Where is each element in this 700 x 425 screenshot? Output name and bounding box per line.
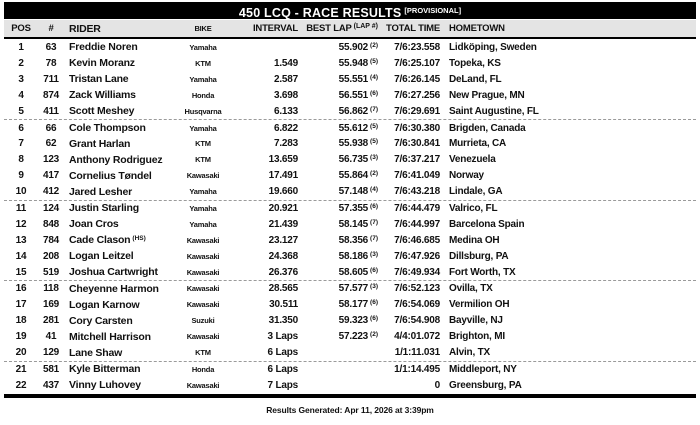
bike-cell: Kawasaki	[186, 332, 220, 342]
total-time-cell: 7/6:30.841	[394, 138, 440, 150]
rider-name-cell: Joan Cros	[69, 218, 119, 231]
total-time-cell: 1/1:14.495	[394, 363, 440, 375]
column-header-lap-number: (LAP #)	[353, 23, 378, 30]
lap-number: (6)	[370, 315, 378, 323]
rider-number-cell: 281	[42, 315, 60, 327]
table-row	[4, 216, 696, 232]
interval-cell: 13.659	[268, 154, 298, 166]
total-time-cell: 7/6:41.049	[394, 170, 440, 182]
lap-number: (7)	[370, 105, 378, 113]
best-lap-cell: 57.223 $^{(2)}$	[338, 331, 378, 343]
lap-number: (6)	[370, 299, 378, 307]
rider-name-cell: Logan Leitzel	[69, 250, 134, 263]
best-lap-cell: 58.186 $^{(3)}$	[338, 250, 378, 262]
column-header-hometown: HOMETOWN	[449, 23, 505, 34]
rider-name-cell: Vinny Luhovey	[69, 379, 141, 392]
bike-cell: Yamaha	[189, 203, 217, 213]
position-cell: 11	[15, 202, 27, 214]
column-header-number: #	[48, 23, 54, 34]
rider-name-cell: Grant Harlan	[69, 137, 131, 150]
position-cell: 7	[18, 138, 24, 150]
total-time-cell: 7/6:54.908	[394, 315, 440, 327]
total-time-cell: 7/6:37.217	[394, 154, 440, 166]
table-row	[4, 280, 696, 296]
bike-cell: Kawasaki	[186, 267, 220, 277]
rider-number-cell: 874	[42, 89, 60, 101]
position-cell: 6	[18, 122, 24, 134]
position-cell: 19	[15, 331, 27, 343]
position-cell: 22	[15, 379, 27, 391]
page-title: 450 LCQ - RACE RESULTS	[238, 6, 402, 20]
column-header-total-time: TOTAL TIME	[386, 23, 440, 34]
rider-name-cell: Cade Clason $^{(HS)}$	[69, 234, 146, 247]
position-cell: 17	[15, 299, 27, 311]
rider-name-cell: Kevin Moranz	[69, 57, 135, 70]
table-row	[4, 297, 696, 313]
rider-name-cell: Cheyenne Harmon	[69, 282, 159, 295]
rider-name-cell: Cornelius Tøndel	[69, 169, 152, 182]
total-time-cell: 7/6:47.926	[394, 250, 440, 262]
position-cell: 20	[15, 347, 27, 359]
bike-cell: Honda	[191, 364, 215, 374]
bike-cell: Husqvarna	[184, 106, 222, 116]
lap-number: (3)	[370, 154, 378, 162]
table-bottom-rule	[4, 394, 696, 398]
hometown-cell: Lindale, GA	[449, 186, 503, 198]
best-lap-cell: 56.735 $^{(3)}$	[338, 154, 378, 166]
lap-number: (2)	[370, 170, 378, 178]
best-lap-cell: 57.577 $^{(3)}$	[338, 283, 378, 295]
rider-number-cell: 412	[42, 186, 60, 198]
interval-cell: 31.350	[268, 315, 298, 327]
position-cell: 16	[15, 283, 27, 295]
total-time-cell: 7/6:43.218	[394, 186, 440, 198]
rider-annotation: (HS)	[132, 235, 146, 243]
best-lap-cell: 58.177 $^{(6)}$	[338, 299, 378, 311]
rider-name-cell: Lane Shaw	[69, 346, 123, 359]
lap-number: (2)	[370, 331, 378, 339]
best-lap-cell: 55.938 $^{(5)}$	[338, 138, 378, 150]
lap-number: (5)	[370, 57, 378, 65]
rider-name-cell: Mitchell Harrison	[69, 330, 151, 343]
bike-cell: Yamaha	[189, 219, 217, 229]
rider-name-cell: Tristan Lane	[69, 73, 129, 86]
table-row	[4, 184, 696, 200]
rider-name-cell: Kyle Bitterman	[69, 363, 141, 376]
bike-cell: KTM	[195, 139, 211, 149]
hometown-cell: Brighton, MI	[449, 331, 505, 343]
interval-cell: 23.127	[268, 234, 298, 246]
rider-number-cell: 78	[45, 57, 57, 69]
bike-cell: KTM	[195, 58, 211, 68]
table-row	[4, 136, 696, 152]
hometown-cell: Vermilion OH	[449, 299, 510, 311]
best-lap-cell: 57.148 $^{(4)}$	[338, 186, 378, 198]
best-lap-cell: 55.551 $^{(4)}$	[338, 73, 378, 85]
best-lap-cell: 56.862 $^{(7)}$	[338, 105, 378, 117]
hometown-cell: Middleport, NY	[449, 363, 517, 375]
rider-number-cell: 411	[43, 105, 59, 117]
table-row	[4, 248, 696, 264]
position-cell: 13	[15, 234, 27, 246]
rider-name-cell: Anthony Rodriguez	[69, 153, 163, 166]
total-time-cell: 4/4:01.072	[394, 331, 440, 343]
position-cell: 5	[18, 105, 24, 117]
total-time-cell: 7/6:44.479	[394, 202, 440, 214]
rider-number-cell: 848	[42, 218, 60, 230]
position-cell: 18	[15, 315, 27, 327]
rider-name-cell: Joshua Cartwright	[69, 266, 158, 279]
position-cell: 2	[18, 57, 24, 69]
interval-cell: 19.660	[268, 186, 298, 198]
total-time-cell: 7/6:25.107	[394, 57, 440, 69]
interval-cell: 20.921	[268, 202, 298, 214]
total-time-cell: 1/1:11.031	[394, 347, 440, 359]
rider-name-cell: Jared Lesher	[69, 185, 132, 198]
best-lap-cell: 56.551 $^{(6)}$	[338, 89, 378, 101]
rider-number-cell: 581	[42, 363, 60, 375]
column-header-row	[4, 20, 696, 39]
hometown-cell: Greensburg, PA	[449, 379, 522, 391]
rider-number-cell: 417	[42, 170, 60, 182]
table-row	[4, 71, 696, 87]
interval-cell: 26.376	[268, 266, 298, 278]
table-row	[4, 39, 696, 55]
hometown-cell: Barcelona Spain	[449, 218, 525, 230]
hometown-cell: New Prague, MN	[449, 89, 525, 101]
lap-number: (5)	[370, 138, 378, 146]
table-row	[4, 87, 696, 103]
interval-cell: 6.822	[273, 122, 298, 134]
position-cell: 21	[15, 363, 27, 375]
table-row	[4, 232, 696, 248]
bike-cell: Yamaha	[189, 187, 217, 197]
rider-number-cell: 66	[45, 122, 57, 134]
lap-number: (4)	[370, 186, 378, 194]
bike-cell: Yamaha	[189, 123, 217, 133]
hometown-cell: Venezuela	[449, 154, 496, 166]
hometown-cell: Saint Augustine, FL	[449, 105, 539, 117]
lap-number: (7)	[370, 234, 378, 242]
hometown-cell: Alvin, TX	[449, 347, 490, 359]
interval-cell: 6 Laps	[267, 363, 298, 375]
total-time-cell: 7/6:49.934	[394, 266, 440, 278]
table-row	[4, 152, 696, 168]
table-row	[4, 119, 696, 135]
position-cell: 8	[18, 154, 24, 166]
column-header-pos: POS	[11, 23, 31, 34]
lap-number: (5)	[370, 122, 378, 130]
interval-cell: 6.133	[273, 105, 298, 117]
interval-cell: 2.587	[273, 73, 298, 85]
bike-cell: Suzuki	[191, 316, 215, 326]
total-time-cell: 7/6:52.123	[394, 283, 440, 295]
best-lap-cell: 58.145 $^{(7)}$	[338, 218, 378, 230]
interval-cell: 24.368	[268, 250, 298, 262]
lap-number: (6)	[370, 266, 378, 274]
best-lap-cell: 58.605 $^{(6)}$	[338, 266, 378, 278]
column-header-rider: RIDER	[69, 22, 101, 35]
rider-number-cell: 784	[42, 234, 60, 246]
best-lap-cell: 55.902 $^{(2)}$	[338, 41, 378, 53]
best-lap-cell: 59.323 $^{(6)}$	[338, 315, 378, 327]
hometown-cell: Ovilla, TX	[449, 283, 493, 295]
hometown-cell: Medina OH	[449, 234, 500, 246]
table-row	[4, 168, 696, 184]
total-time-cell: 7/6:26.145	[394, 73, 440, 85]
rider-number-cell: 41	[45, 331, 57, 343]
hometown-cell: Murrieta, CA	[449, 138, 507, 150]
position-cell: 3	[18, 73, 24, 85]
hometown-cell: DeLand, FL	[449, 73, 502, 85]
total-time-cell: 0	[434, 379, 440, 391]
lap-number: (6)	[370, 202, 378, 210]
table-row	[4, 103, 696, 119]
provisional-tag: [PROVISIONAL]	[404, 6, 462, 15]
bike-cell: Kawasaki	[186, 380, 220, 390]
total-time-cell: 7/6:44.997	[394, 218, 440, 230]
results-rows	[4, 39, 696, 393]
position-cell: 12	[15, 218, 27, 230]
bike-cell: KTM	[195, 348, 211, 358]
column-header-interval: INTERVAL	[252, 23, 298, 34]
hometown-cell: Dillsburg, PA	[449, 250, 509, 262]
table-row	[4, 264, 696, 280]
rider-number-cell: 711	[43, 73, 59, 85]
results-sheet	[4, 2, 696, 415]
best-lap-cell: 58.356 $^{(7)}$	[338, 234, 378, 246]
total-time-cell: 7/6:46.685	[394, 234, 440, 246]
total-time-cell: 7/6:29.691	[394, 105, 440, 117]
rider-name-cell: Scott Meshey	[69, 105, 135, 118]
table-row	[4, 345, 696, 361]
position-cell: 1	[18, 41, 24, 53]
table-row	[4, 313, 696, 329]
hometown-cell: Fort Worth, TX	[449, 266, 516, 278]
best-lap-cell: 55.612 $^{(5)}$	[338, 122, 378, 134]
bike-cell: Honda	[191, 90, 215, 100]
bike-cell: Kawasaki	[186, 300, 220, 310]
table-row	[4, 200, 696, 216]
rider-number-cell: 62	[45, 138, 57, 150]
hometown-cell: Bayville, NJ	[449, 315, 503, 327]
interval-cell: 3.698	[273, 89, 298, 101]
interval-cell: 21.439	[268, 218, 298, 230]
lap-number: (6)	[370, 89, 378, 97]
position-cell: 15	[15, 266, 27, 278]
lap-number: (7)	[370, 218, 378, 226]
total-time-cell: 7/6:23.558	[394, 41, 440, 53]
interval-cell: 7 Laps	[267, 379, 298, 391]
hometown-cell: Norway	[449, 170, 484, 182]
rider-number-cell: 519	[42, 266, 60, 278]
interval-cell: 17.491	[268, 170, 298, 182]
rider-name-cell: Cory Carsten	[69, 314, 133, 327]
bike-cell: Kawasaki	[186, 284, 220, 294]
best-lap-cell: 57.355 $^{(6)}$	[338, 202, 378, 214]
interval-cell: 30.511	[269, 299, 298, 311]
lap-number: (4)	[370, 73, 378, 81]
bike-cell: Kawasaki	[186, 251, 220, 261]
best-lap-cell: 55.864 $^{(2)}$	[338, 170, 378, 182]
best-lap-cell: 55.948 $^{(5)}$	[338, 57, 378, 69]
bike-cell: Yamaha	[189, 42, 217, 52]
column-header-bike: BIKE	[194, 24, 212, 33]
rider-number-cell: 437	[42, 379, 60, 391]
rider-number-cell: 63	[45, 41, 57, 53]
bike-cell: Kawasaki	[186, 171, 220, 181]
position-cell: 14	[15, 250, 27, 262]
interval-cell: 28.565	[268, 283, 298, 295]
title-bar	[4, 2, 696, 19]
table-row	[4, 377, 696, 393]
column-header-best-lap: BEST LAP $^{(LAP \#)}$	[306, 23, 378, 34]
hometown-cell: Topeka, KS	[449, 57, 501, 69]
position-cell: 4	[18, 89, 24, 101]
rider-name-cell: Justin Starling	[69, 202, 139, 215]
rider-name-cell: Cole Thompson	[69, 122, 146, 135]
total-time-cell: 7/6:30.380	[394, 122, 440, 134]
rider-name-cell: Logan Karnow	[69, 298, 140, 311]
rider-number-cell: 123	[42, 154, 60, 166]
interval-cell: 3 Laps	[267, 331, 298, 343]
hometown-cell: Lidköping, Sweden	[449, 41, 537, 53]
bike-cell: Kawasaki	[186, 235, 220, 245]
interval-cell: 7.283	[273, 138, 298, 150]
hometown-cell: Brigden, Canada	[449, 122, 526, 134]
bike-cell: Yamaha	[189, 74, 217, 84]
table-row	[4, 361, 696, 377]
interval-cell: 6 Laps	[267, 347, 298, 359]
lap-number: (3)	[370, 283, 378, 291]
total-time-cell: 7/6:27.256	[394, 89, 440, 101]
bike-cell: KTM	[195, 155, 211, 165]
rider-number-cell: 129	[42, 347, 60, 359]
rider-number-cell: 169	[42, 299, 60, 311]
lap-number: (3)	[370, 250, 378, 258]
rider-name-cell: Freddie Noren	[69, 41, 138, 54]
hometown-cell: Valrico, FL	[449, 202, 498, 214]
rider-number-cell: 208	[42, 250, 60, 262]
position-cell: 10	[15, 186, 27, 198]
total-time-cell: 7/6:54.069	[394, 299, 440, 311]
table-row	[4, 329, 696, 345]
rider-number-cell: 124	[42, 202, 60, 214]
table-row	[4, 55, 696, 71]
position-cell: 9	[18, 170, 24, 182]
rider-number-cell: 118	[43, 283, 59, 295]
rider-name-cell: Zack Williams	[69, 89, 136, 102]
lap-number: (2)	[370, 41, 378, 49]
results-generated-timestamp: Results Generated: Apr 11, 2026 at 3:39pm	[266, 405, 434, 416]
interval-cell: 1.549	[273, 57, 298, 69]
